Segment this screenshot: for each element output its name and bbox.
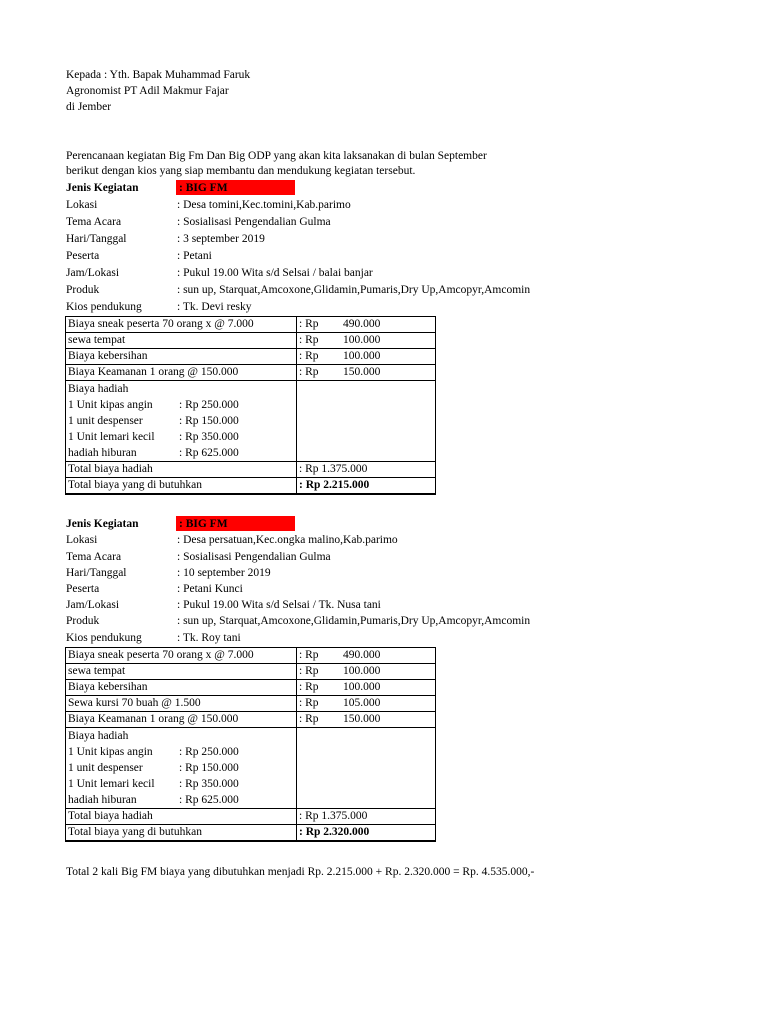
hadiah-item	[68, 445, 294, 461]
info-label: Produk	[66, 615, 100, 627]
total-hadiah-row	[66, 809, 436, 825]
info-label: Tema Acara	[66, 216, 122, 228]
info-label: Produk	[66, 284, 100, 296]
cost-desc: sewa tempat	[66, 333, 297, 349]
info-label: Hari/Tanggal	[66, 233, 127, 245]
cost-desc: Sewa kursi 70 buah @ 1.500	[66, 696, 297, 712]
rp-label: : Rp	[299, 334, 319, 346]
info-label: Jam/Lokasi	[66, 599, 120, 611]
recipient-position: Agronomist PT Adil Makmur Fajar	[66, 85, 229, 97]
grand-total-summary: Total 2 kali Big FM biaya yang dibutuhkan menjadi Rp. 2.215.000 + Rp. 2.320.000 = Rp. 4.535.000,-	[66, 866, 535, 878]
hadiah-item	[68, 776, 294, 792]
info-value: : Sosialisasi Pengendalian Gulma	[177, 551, 331, 563]
total-need-label: Total biaya yang di butuhkan	[66, 478, 297, 495]
hadiah-name: hadiah hiburan	[68, 447, 137, 459]
amount-value: 150.000	[343, 366, 381, 378]
table-row	[66, 680, 436, 696]
cost-desc: sewa tempat	[66, 664, 297, 680]
hadiah-item	[68, 792, 294, 808]
total-hadiah-label: Total biaya hadiah	[66, 809, 297, 825]
info-value: : 3 september 2019	[177, 233, 265, 245]
amount-value: 100.000	[343, 334, 381, 346]
table-row	[66, 664, 436, 680]
hadiah-amount-cell	[297, 728, 436, 809]
hadiah-name: 1 Unit lemari kecil	[68, 431, 155, 443]
amount-value: 490.000	[343, 318, 381, 330]
cost-desc: Biaya sneak peserta 70 orang x @ 7.000	[66, 648, 297, 664]
amount-value: 490.000	[343, 649, 381, 661]
event-type-label: Jenis Kegiatan	[66, 182, 139, 194]
rp-label: : Rp	[299, 649, 319, 661]
rp-label: : Rp	[299, 318, 319, 330]
rp-label: : Rp	[299, 350, 319, 362]
cost-desc: Biaya Keamanan 1 orang @ 150.000	[66, 712, 297, 728]
table-row	[66, 696, 436, 712]
cost-amount	[297, 365, 436, 381]
info-value: : Pukul 19.00 Wita s/d Selsai / Tk. Nusa tani	[177, 599, 381, 611]
cost-table	[65, 647, 436, 842]
cost-desc: Biaya Keamanan 1 orang @ 150.000	[66, 365, 297, 381]
total-need-row	[66, 478, 436, 495]
hadiah-value: : Rp 350.000	[179, 431, 239, 443]
hadiah-name: 1 Unit lemari kecil	[68, 778, 155, 790]
rp-label: : Rp	[299, 681, 319, 693]
info-value: : 10 september 2019	[177, 567, 271, 579]
info-label: Peserta	[66, 250, 100, 262]
info-label: Tema Acara	[66, 551, 122, 563]
rp-label: : Rp	[299, 697, 319, 709]
hadiah-item	[68, 429, 294, 445]
hadiah-title	[68, 381, 294, 397]
cost-amount	[297, 696, 436, 712]
info-value: : Tk. Devi resky	[177, 301, 252, 313]
hadiah-name: 1 Unit kipas angin	[68, 746, 153, 758]
total-hadiah-label: Total biaya hadiah	[66, 462, 297, 478]
cost-amount	[297, 333, 436, 349]
total-hadiah-row	[66, 462, 436, 478]
info-value: : Desa tomini,Kec.tomini,Kab.parimo	[177, 199, 351, 211]
table-row	[66, 317, 436, 333]
info-label: Lokasi	[66, 534, 98, 546]
cost-desc: Biaya kebersihan	[66, 349, 297, 365]
table-row	[66, 349, 436, 365]
amount-value: 100.000	[343, 350, 381, 362]
cost-amount	[297, 712, 436, 728]
info-label: Lokasi	[66, 199, 98, 211]
hadiah-value: : Rp 150.000	[179, 762, 239, 774]
cost-desc: Biaya sneak peserta 70 orang x @ 7.000	[66, 317, 297, 333]
hadiah-name: hadiah hiburan	[68, 794, 137, 806]
info-value: : Petani Kunci	[177, 583, 243, 595]
hadiah-amount-cell	[297, 381, 436, 462]
amount-value: 105.000	[343, 697, 381, 709]
hadiah-value: : Rp 150.000	[179, 415, 239, 427]
amount-value: 100.000	[343, 681, 381, 693]
hadiah-cell	[66, 728, 297, 809]
intro-line-2: berikut dengan kios yang siap membantu dan mendukung kegiatan tersebut.	[66, 165, 416, 177]
table-row	[66, 365, 436, 381]
info-label: Jam/Lokasi	[66, 267, 120, 279]
total-hadiah-value: : Rp 1.375.000	[297, 809, 436, 825]
total-need-row	[66, 825, 436, 842]
hadiah-value: : Rp 625.000	[179, 794, 239, 806]
info-value: : Pukul 19.00 Wita s/d Selsai / balai banjar	[177, 267, 373, 279]
cost-table	[65, 316, 436, 495]
cost-amount	[297, 664, 436, 680]
intro-line-1: Perencanaan kegiatan Big Fm Dan Big ODP yang akan kita laksanakan di bulan September	[66, 150, 487, 162]
info-label: Peserta	[66, 583, 100, 595]
hadiah-title-text: Biaya hadiah	[68, 383, 129, 395]
event-type-highlight: : BIG FM	[176, 516, 295, 531]
hadiah-value: : Rp 250.000	[179, 399, 239, 411]
hadiah-name: 1 Unit kipas angin	[68, 399, 153, 411]
table-row	[66, 648, 436, 664]
hadiah-item	[68, 760, 294, 776]
hadiah-row	[66, 728, 436, 809]
table-row	[66, 333, 436, 349]
recipient-city: di Jember	[66, 101, 112, 113]
hadiah-title	[68, 728, 294, 744]
rp-label: : Rp	[299, 713, 319, 725]
info-label: Hari/Tanggal	[66, 567, 127, 579]
hadiah-value: : Rp 625.000	[179, 447, 239, 459]
cost-desc: Biaya kebersihan	[66, 680, 297, 696]
cost-amount	[297, 317, 436, 333]
table-row	[66, 712, 436, 728]
info-value: : Desa persatuan,Kec.ongka malino,Kab.parimo	[177, 534, 398, 546]
hadiah-item	[68, 397, 294, 413]
total-need-value: : Rp 2.215.000	[297, 478, 436, 495]
info-value: : sun up, Starquat,Amcoxone,Glidamin,Pumaris,Dry Up,Amcopyr,Amcomin	[177, 615, 531, 627]
amount-value: 100.000	[343, 665, 381, 677]
hadiah-name: 1 unit despenser	[68, 762, 143, 774]
total-hadiah-value: : Rp 1.375.000	[297, 462, 436, 478]
cost-amount	[297, 349, 436, 365]
cost-amount	[297, 680, 436, 696]
hadiah-title-text: Biaya hadiah	[68, 730, 129, 742]
info-value: : Sosialisasi Pengendalian Gulma	[177, 216, 331, 228]
info-label: Kios pendukung	[66, 301, 142, 313]
hadiah-cell	[66, 381, 297, 462]
hadiah-value: : Rp 250.000	[179, 746, 239, 758]
hadiah-row	[66, 381, 436, 462]
rp-label: : Rp	[299, 665, 319, 677]
event-type-highlight: : BIG FM	[176, 180, 295, 195]
info-value: : Tk. Roy tani	[177, 632, 241, 644]
event-type-label: Jenis Kegiatan	[66, 518, 139, 530]
hadiah-value: : Rp 350.000	[179, 778, 239, 790]
hadiah-item	[68, 744, 294, 760]
total-need-label: Total biaya yang di butuhkan	[66, 825, 297, 842]
rp-label: : Rp	[299, 366, 319, 378]
recipient-name: Kepada : Yth. Bapak Muhammad Faruk	[66, 69, 251, 81]
amount-value: 150.000	[343, 713, 381, 725]
info-label: Kios pendukung	[66, 632, 142, 644]
hadiah-name: 1 unit despenser	[68, 415, 143, 427]
info-value: : sun up, Starquat,Amcoxone,Glidamin,Pumaris,Dry Up,Amcopyr,Amcomin	[177, 284, 531, 296]
info-value: : Petani	[177, 250, 212, 262]
total-need-value: : Rp 2.320.000	[297, 825, 436, 842]
cost-amount	[297, 648, 436, 664]
hadiah-item	[68, 413, 294, 429]
